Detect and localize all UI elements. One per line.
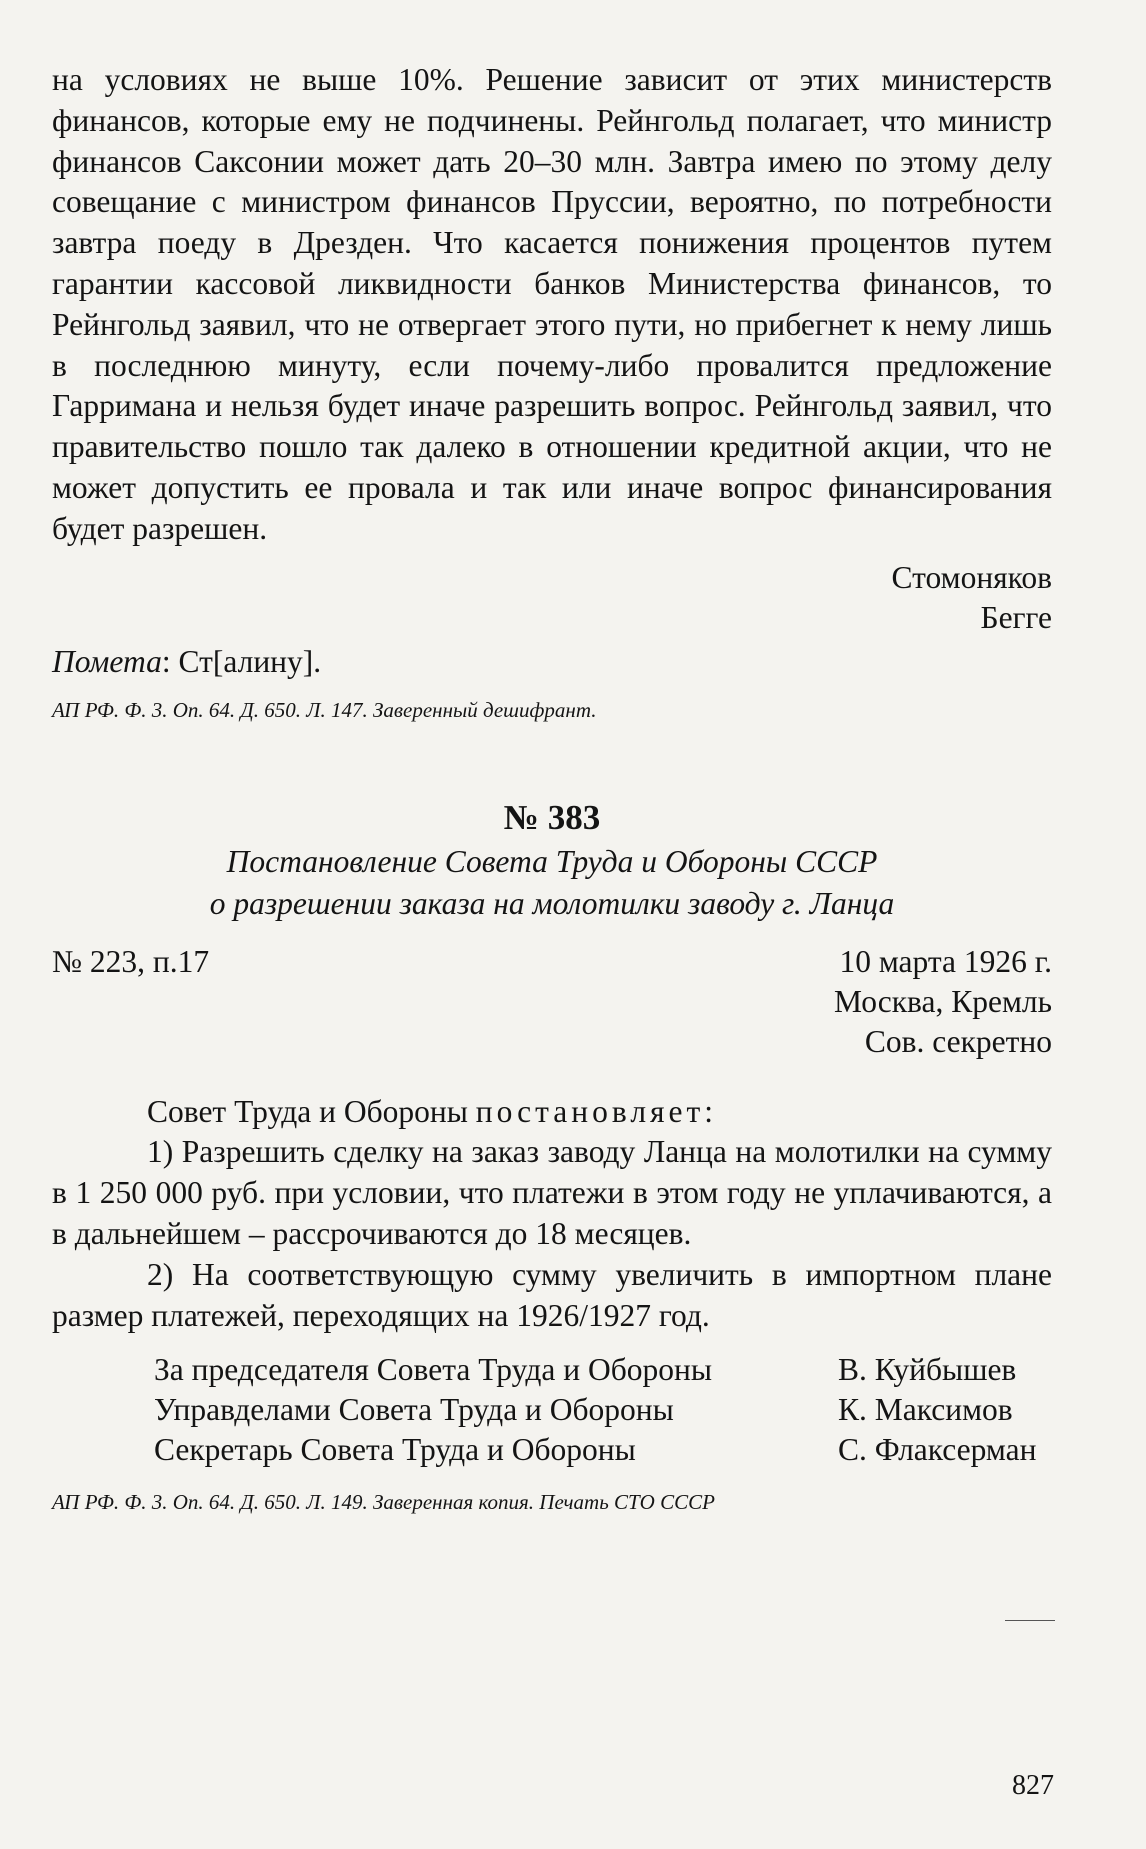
document-place: Москва, Кремль bbox=[834, 983, 1052, 1019]
signatory-1: Стомоняков bbox=[891, 559, 1052, 595]
resolution-item-2: 2) На соответствующую сумму увеличить в импортном плане размер платежей, переходящих на 1926/1927 год. bbox=[52, 1256, 1052, 1333]
note-label: Помета bbox=[52, 643, 162, 679]
resolution-item-1: 1) Разрешить сделку на заказ заводу Ланца на молотилки на сумму в 1 250 000 руб. при условии, что платежи в этом году не уплачиваются, а в дальнейшем – рассрочиваются до 18 месяцев. bbox=[52, 1134, 1052, 1251]
document-title-line-1: Постановление Совета Труда и Обороны СССР bbox=[226, 843, 878, 879]
signature-position: За председателя Совета Труда и Обороны bbox=[154, 1352, 713, 1388]
signatory-2: Бегге bbox=[980, 599, 1052, 635]
resolution-intro bbox=[52, 1092, 1052, 1133]
intro-spaced-verb: постановляет: bbox=[475, 1093, 718, 1129]
document-number: № 383 bbox=[503, 797, 601, 837]
document-page bbox=[52, 60, 1052, 1516]
document-ref: № 223, п.17 bbox=[52, 943, 210, 979]
annotation-note bbox=[52, 642, 1052, 682]
page-number: 827 bbox=[1012, 1770, 1054, 1801]
signature-block bbox=[154, 1350, 1052, 1470]
document-title-line-2: о разрешении заказа на молотилки заводу г. Ланца bbox=[209, 885, 895, 921]
note-text: : Ст[алину]. bbox=[161, 643, 322, 679]
signature-row bbox=[154, 1350, 1052, 1390]
signature-name: В. Куйбышев bbox=[838, 1352, 1017, 1388]
signature-position: Управделами Совета Труда и Обороны bbox=[154, 1392, 674, 1428]
intro-prefix: Совет Труда и Обороны bbox=[147, 1093, 476, 1129]
document-meta-row bbox=[52, 942, 1052, 982]
signature-row bbox=[154, 1390, 1052, 1430]
archive-reference-2: АП РФ. Ф. 3. Оп. 64. Д. 650. Л. 149. Заверенная копия. Печать СТО СССР bbox=[52, 1490, 715, 1515]
footnote-divider bbox=[1005, 1620, 1055, 1621]
document-date: 10 марта 1926 г. bbox=[839, 943, 1052, 979]
continuation-paragraph: на условиях не выше 10%. Решение зависит от этих министерств финансов, которые ему не подчинены. Рейнгольд полагает, что министр финансов Саксонии может дать 20–30 млн. Завтра имею по этому делу совещание с министром финансов Пруссии, вероятно, по потребности завтра поеду в Дрезден. Что касается понижения процентов путем гарантии кассовой ликвидности банков Министерства финансов, то Рейнгольд заявил, что не отвергает этого пути, но прибегнет к нему лишь в последнюю минуту, если почему-либо провалится предложение Гарримана и нельзя будет иначе разрешить вопрос. Рейнгольд заявил, что правительство пошло так далеко в отношении кредитной акции, что не может допустить ее провала и так или иначе вопрос финансирования будет разрешен. bbox=[52, 62, 1052, 546]
secrecy-stamp: Сов. секретно bbox=[864, 1023, 1052, 1059]
archive-reference-1: АП РФ. Ф. 3. Оп. 64. Д. 650. Л. 147. Заверенный дешифрант. bbox=[52, 697, 597, 722]
signature-name: К. Максимов bbox=[838, 1392, 1013, 1428]
signature-row bbox=[154, 1430, 1052, 1470]
signature-name: С. Флаксерман bbox=[838, 1432, 1037, 1468]
signature-position: Секретарь Совета Труда и Обороны bbox=[154, 1432, 636, 1468]
